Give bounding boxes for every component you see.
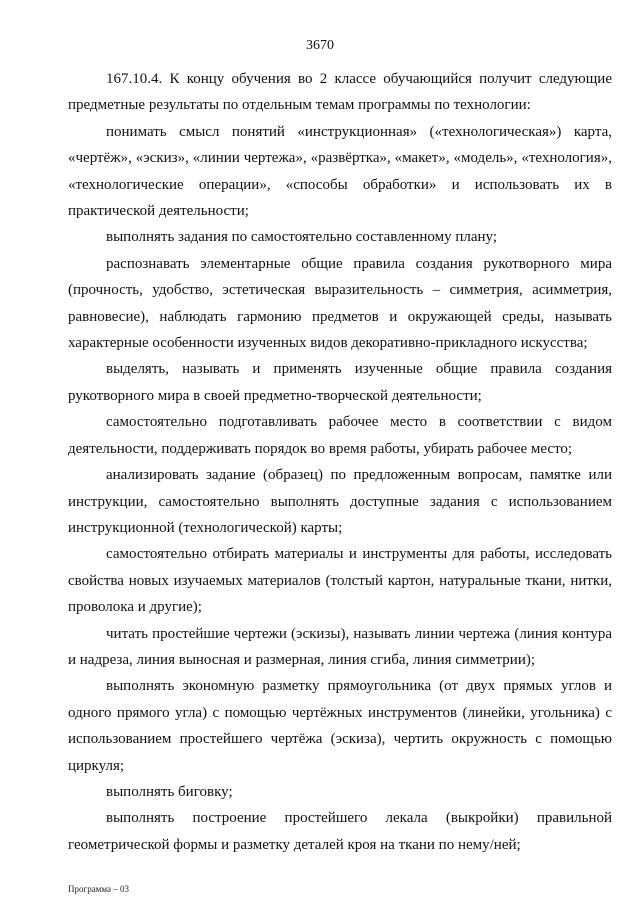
paragraph: распознавать элементарные общие правила создания рукотворного мира (прочность, удобство, эстетическая выразительность – симметрия, асимметрия, равновесие), наблюдать гармонию предметов и окружающей среды, называть характерные особенности изученных видов декоративно-прикладного искусства; (68, 255, 612, 352)
paragraph: анализировать задание (образец) по предложенным вопросам, памятке или инструкции, самостоятельно выполнять доступные задания с использованием инструкционной (технологической) карты; (68, 467, 612, 536)
paragraph: выполнять задания по самостоятельно составленному плану; (106, 229, 498, 246)
paragraph: выполнять биговку; (106, 783, 233, 800)
footer-label: Программа – 03 (68, 884, 130, 894)
paragraph-intro: 167.10.4. К концу обучения во 2 классе обучающийся получит следующие предметные результаты по отдельным темам программы по технологии: (68, 71, 612, 114)
document-body (68, 66, 612, 858)
paragraph: самостоятельно отбирать материалы и инструменты для работы, исследовать свойства новых изучаемых материалов (толстый картон, натуральные ткани, нитки, проволока и другие); (68, 546, 612, 616)
page-number: 3670 (306, 38, 334, 53)
paragraph: выделять, называть и применять изученные общие правила создания рукотворного мира в своей предметно-творческой деятельности; (68, 361, 612, 404)
paragraph: выполнять экономную разметку прямоугольника (от двух прямых углов и одного прямого угла) с помощью чертёжных инструментов (линейки, угольника) с использованием простейшего чертёжа (эскиза), чертить окружность с помощью циркуля; (68, 678, 612, 774)
paragraph: самостоятельно подготавливать рабочее место в соответствии с видом деятельности, поддерживать порядок во время работы, убирать рабочее место; (68, 414, 612, 457)
paragraph: выполнять построение простейшего лекала (выкройки) правильной геометрической формы и разметку деталей кроя на ткани по нему/ней; (68, 810, 612, 853)
paragraph: понимать смысл понятий «инструкционная» («технологическая») карта, «чертёж», «эскиз», «линии чертежа», «развёртка», «макет», «модель», «технология», «технологические операции», «способы обработки» и использовать их в практической деятельности; (68, 123, 612, 220)
paragraph: читать простейшие чертежи (эскизы), называть линии чертежа (линия контура и надреза, линия выносная и размерная, линия сгиба, линия симметрии); (68, 625, 612, 668)
